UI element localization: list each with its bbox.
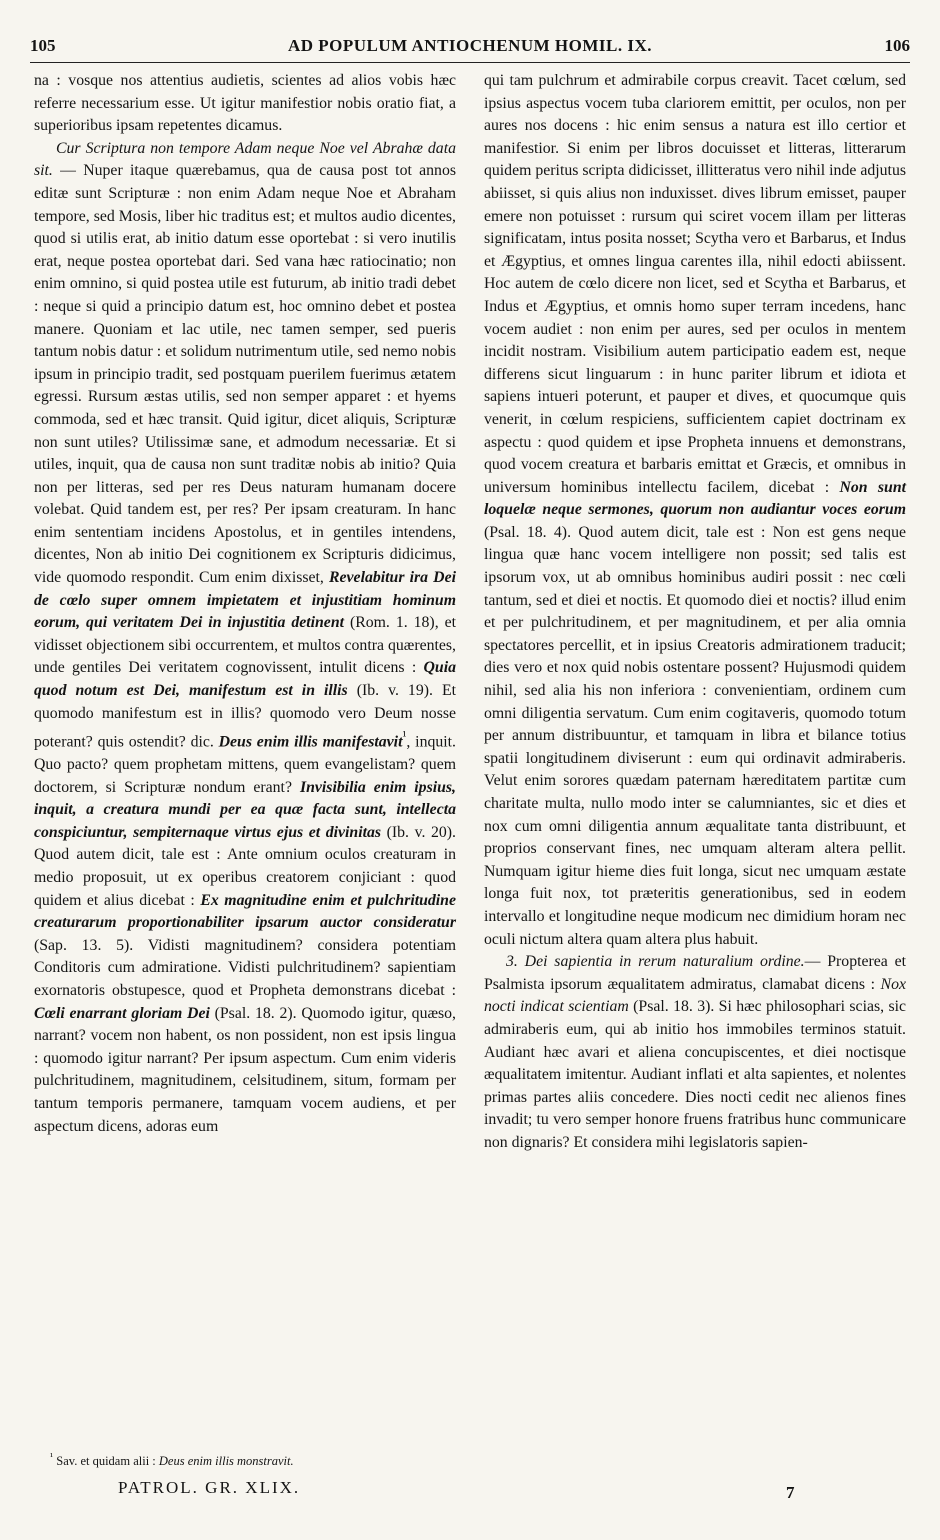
text-run: — Propterea et Psalmista ipsorum æqualitatem admiratus, clamabat dicens : <box>484 953 907 993</box>
text-run: , inquit. Quo pacto? quem prophetam mittens, quem evangelistam? quem doctorem, si Scripturæ nondum erant? <box>34 733 456 796</box>
footnote-text: Sav. et quidam alii : <box>53 1454 159 1469</box>
sheet-number: 7 <box>786 1483 795 1502</box>
text-run: — Nuper itaque quærebamus, qua de causa post tot annos editæ sunt Scripturæ : non enim Adam neque Noe et Abraham tempore, sed Mosis, liber hic traditus est; et multos audio dicentes, quod si utilis erat, ab initio datum esse oportebat : si vero inutilis erat, neque postea oportebat dari. Sed vana hæc ratiocinatio; non enim omnino, si quid postea utile est futurum, ab initio tradi debet : neque si quid a principio datum est, hoc omnino debet et postea manere. Quoniam et lac utile, nec tamen semper, sed pueris tantum nobis datur : et solidum nutrimentum utile, sed nemo nobis ipsum in principio tradit, sed postquam puerilem fuerimus ætatem egressi. Rursum æstas utilis, sed non semper apparet : et hyems commoda, sed et hæc transit. Quid igitur, dicet aliquis, Scripturæ non sunt utiles? Utilissimæ sane, et admodum necessariæ. Et si utiles, inquit, qua de causa non sunt traditæ nobis ab initio? Quia non per litteras, sed per res Deus naturam humanam docere volebat. Quid tandem est, per res? Per ipsam creaturam. In hanc enim sententiam incidens Apostolus, et in gentiles intendens, dicentes, Non ab initio Dei cognitionem ex Scripturis didicimus, vide quomodo respondit. Cum enim dixisset, <box>34 162 456 587</box>
footnote-marker: ¹ <box>50 1452 54 1463</box>
scripture-quote: Ex magnitudine enim et pulchritudine creaturarum proportionabiliter ipsarum auctor consideratur <box>34 891 456 932</box>
section-heading: 3. Dei sapientia in rerum naturalium ordine. <box>506 953 805 971</box>
scripture-quote: Nox nocti indicat scientiam <box>484 975 906 1016</box>
page-number-right: 106 <box>884 36 910 55</box>
text-run: (Psal. 18. 3). Si hæc philosophari scias, sic admiraberis eum, qui ab initio hos immobiles terminos statuit. Audiant hæc avari et aliena concupiscentes, et diei noctisque æqualitatem imitentur. Audiant inflati et alta sapientes, et nolentes primas partes aliis concedere. Dies nocti cedit nec alienos fines invadit; tu vero semper honore fruens fratribus hunc communicare non dignaris? Et considera mihi legislatoris sapien- <box>484 998 906 1151</box>
running-header <box>30 36 910 63</box>
paragraph <box>484 951 906 1154</box>
scripture-quote: Cœli enarrant gloriam Dei <box>34 1004 210 1022</box>
scripture-quote: Revelabitur ira Dei de cœlo super omnem impietatem et injustitiam hominum eorum, qui veritatem Dei in injustitia detinent <box>34 569 456 632</box>
section-heading: Cur Scriptura non tempore Adam neque Noe vel Abrahæ data sit. <box>34 139 456 180</box>
volume-signature: PATROL. GR. XLIX. <box>118 1478 301 1497</box>
running-title: AD POPULUM ANTIOCHENUM HOMIL. IX. <box>287 36 653 55</box>
footnote-quote: Deus enim illis monstravit. <box>158 1454 294 1469</box>
paragraph: na : vosque nos attentius audietis, scientes ad alios vobis hæc referre necessarium esse. Ut igitur manifestior nobis oratio fiat, a superioribus ipsam repetentes dicamus. <box>34 72 456 135</box>
text-run: (Rom. 1. 18), et vidisset objectionem sibi occurrentem, et multos contra quærentes, unde gentiles Dei veritatem cognovissent, intulit dicens : <box>34 614 456 677</box>
paragraph <box>484 70 906 951</box>
text-run: (Ib. v. 19). Et quomodo manifestum est in illis? quomodo vero Deum nosse poterant? quis ostendit? dic. <box>34 682 456 751</box>
page-number-left: 105 <box>30 36 56 55</box>
footnote-marker: ¹ <box>402 728 407 744</box>
paragraph <box>34 138 456 1138</box>
scripture-quote: Quia quod notum est Dei, manifestum est in illis <box>34 659 456 700</box>
text-run: (Psal. 18. 2). Quomodo igitur, quæso, narrant? vocem non habent, os non possident, non est ipsis lingua : quomodo igitur narrant? Per ipsum aspectum. Cum enim videris pulchritudinem, magnitudinem, celsitudinem, situm, formam per tantum temporis permanere, tamquam vocem audiens, et per aspectum dicens, adoras eum <box>34 1004 456 1135</box>
text-run: (Sap. 13. 5). Vidisti magnitudinem? considera potentiam Conditoris cum admiratione. Vidisti pulchritudinem? sapientiam exornatoris obstupesce, quod et Propheta demonstrans dicebat : <box>34 936 456 1000</box>
footnote <box>50 1452 450 1469</box>
scripture-quote: Non sunt loquelæ neque sermones, quorum non audiantur voces eorum <box>484 478 906 519</box>
scripture-quote: Invisibilia enim ipsius, inquit, a creatura mundi per ea quæ facta sunt, intellecta conspiciuntur, sempiternaque virtus ejus et divinitas <box>34 778 456 841</box>
text-run: (Psal. 18. 4). Quod autem dicit, tale est : Non est gens neque lingua quæ hanc vocem intelligere non possit; sed talis est ipsorum vox, ut ab omnibus hominibus audiri possit : nec cœli tantum, sed et diei et noctis. Et quomodo diei et noctis? illud enim et per pulchritudinem, et per magnitudinem, et per alia omnia spectatores percellit, et in ipsius Creatoris admirationem traducit; dies vero et nox quid nobis ostentare possent? Hujusmodi quidem nihil, sed alia his non inferiora : convenientiam, ordinem cum omni diligentia servatum. Cum enim cogitaveris, quomodo totum per annum distribuuntur, et tamquam in libra et bilance totius spatii longitudinem diviserunt : eum qui ordinavit admiraberis. Velut enim sorores quædam paternam hæreditatem partitæ cum charitate multa, nullo modo inter se calumniantes, sic et dies et nox cum omni diligentia annum æqualitate tanta distribuunt, et proprios conservant fines, nec umquam alteram altera pellit. Numquam igitur hieme dies fuit longa, sicut nec umquam æstate longa fuit nox, tot præteritis generationibus, sed in eodem intervallo et longitudine neque modicum nec dimidium horam nec oculi nictum altera quam altera plus habuit. <box>484 523 906 948</box>
right-column <box>484 70 906 1155</box>
scripture-quote: Deus enim illis manifestavit <box>218 733 403 751</box>
left-column <box>34 70 456 1138</box>
text-run: qui tam pulchrum et admirabile corpus creavit. Tacet cœlum, sed ipsius aspectus vocem tuba clariorem emittit, per oculos, non per aures nos docens : hic enim sensus a natura est illo certior et manifestior. Si enim per libros docuisset et litteras, litterarum quidem peritus scripta didicisset, illitteratus vero nihil inde adjutus abiisset, si quis alius non induxisset. dives librum emisset, pauper emere non potuisset : rursum qui sciret vocem illam per litteras significatam, intus posita nosset; Scytha vero et Barbarus, et Indus et Ægyptius, et omnes lingua carentes illa, nihil edocti abiissent. Hoc autem de cœlo dicere non licet, sed et Scytha et Barbarus, et Indus et Ægyptius, et omnis homo super terram incedens, hanc vocem audiet : non enim per aures, sed per oculos in mentem incidit nostram. Visibilium autem participatio eadem est, neque differens sicut linguarum : in hunc pariter librum et idiota et sapiens intueri poterunt, et pauper et dives, et quocumque quis venerit, in cœlum respiciens, sufficientem capiet doctrinam ex aspectu : quod quidem et ipse Propheta innuens et demonstrans, quod vocem creatura et barbaris emittat et Græcis, et omnibus in universum hominibus intellectu facilem, dicebat : <box>484 72 906 496</box>
text-run: (Ib. v. 20). Quod autem dicit, tale est : Ante omnium oculos creaturam in medio proposuit, ut ex operibus creatorem conjiciant : quod quidem et alius dicebat : <box>34 823 457 909</box>
